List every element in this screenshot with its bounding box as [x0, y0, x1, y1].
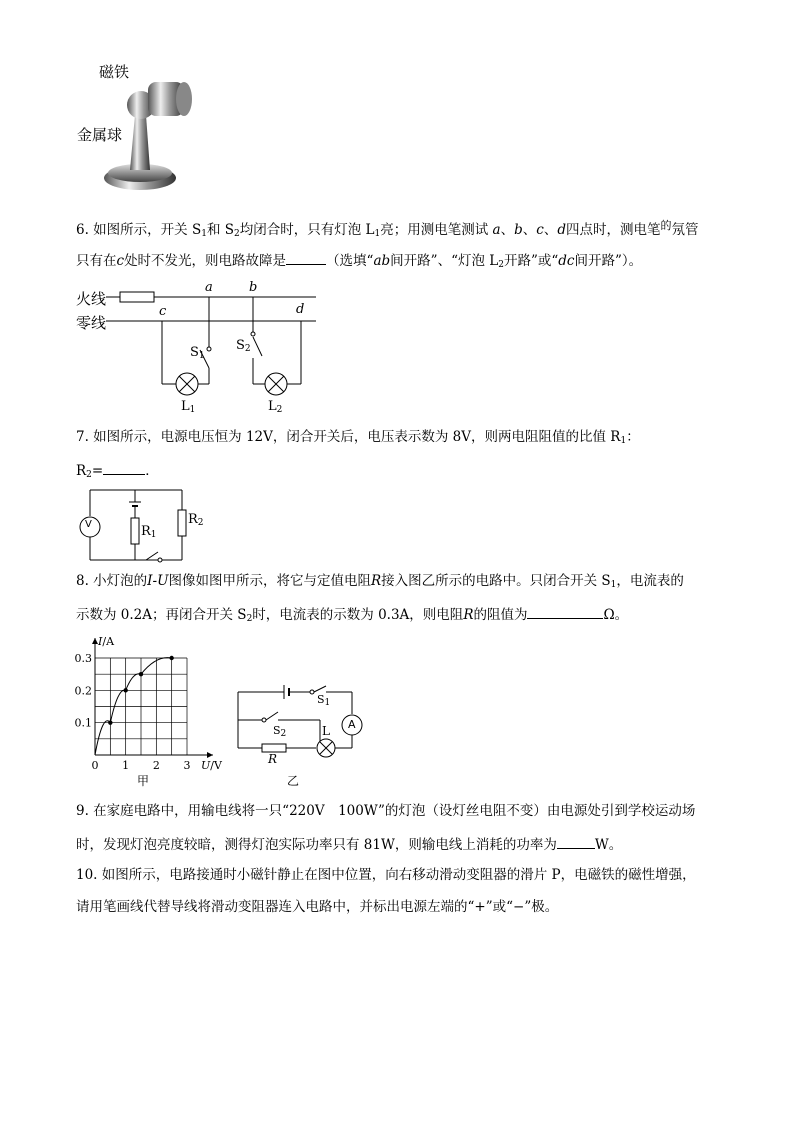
label-ammeter: A: [348, 718, 356, 731]
label-lamp-l: L: [322, 724, 330, 738]
caption-yi: 乙: [287, 774, 300, 788]
q7-line-2: $R_2=$ ．: [76, 460, 159, 485]
q7-answer-blank[interactable]: [103, 460, 145, 475]
label-lamp-l1: $L_1$: [181, 399, 196, 415]
q8-line-2: 示数为 0.2A；再闭合开关 $S_2$时，电流表的示数为 0.3A，则电阻R的阻值为 Ω。: [76, 604, 628, 629]
q9-line-1: 9. 在家庭电路中，用输电线将一只“220V 100W”的灯泡（设灯丝电阻不变）由电源处引到学校运动场: [76, 803, 696, 819]
label-resistor-r: R: [268, 752, 278, 766]
x-tick-label: 2: [152, 759, 160, 772]
data-point: [123, 688, 127, 692]
y-axis-label: I/A: [98, 635, 115, 648]
x-axis-label: U/V: [201, 759, 222, 772]
label-switch-s2: $S_2$: [236, 338, 251, 354]
q10-line-1: 10. 如图所示，电路接通时小磁针静止在图中位置，向右移动滑动变阻器的滑片 P，电磁铁的磁性增强，: [76, 867, 696, 883]
q6-line-2: 只有在c处时不发光，则电路故障是 （选填“ab间开路”、“灯泡 $L_2$开路”或“dc间开路”）。: [76, 250, 642, 275]
q9-answer-blank[interactable]: [557, 834, 595, 849]
data-point: [108, 720, 112, 724]
x-tick-label: 3: [183, 759, 191, 772]
q6-line-1: 6. 如图所示，开关 $S_1$和 $S_2$均闭合时，只有灯泡 $L_1$亮；用测电笔测试 a、b、c、d四点时，测电笔$^的$氖管: [76, 219, 699, 239]
data-point: [169, 656, 173, 660]
q6-answer-blank[interactable]: [286, 250, 326, 265]
label-neutral-wire: 零线: [76, 314, 107, 332]
label-voltmeter: V: [85, 519, 92, 530]
label-point-b: b: [249, 280, 258, 295]
label-q8-s1: $S_1$: [317, 693, 331, 708]
x-tick-label: 1: [122, 759, 130, 772]
q8-line-1: 8. 小灯泡的I-U图像如图甲所示，将它与定值电阻R接入图乙所示的电路中。只闭合开关 $S_1$，电流表的: [76, 573, 684, 590]
label-switch-s1: $S_1$: [190, 345, 205, 361]
label-fire-wire: 火线: [76, 290, 107, 308]
x-tick-label: 0: [91, 759, 99, 772]
q9-line-2: 时，发现灯泡亮度较暗，测得灯泡实际功率只有 81W，则输电线上消耗的功率为 W。: [76, 834, 622, 855]
q10-line-2: 请用笔画线代替导线将滑动变阻器连入电路中，并标出电源左端的“+”或“−”极。: [76, 899, 559, 915]
label-point-a: a: [205, 280, 213, 295]
x-axis-arrow: [207, 752, 213, 758]
data-point: [139, 672, 143, 676]
q6-household-circuit: [76, 280, 336, 420]
q7-line-1: 7. 如图所示，电源电压恒为 12V，闭合开关后，电压表示数为 8V，则两电阻阻值的比值 $R_1$：: [76, 429, 640, 446]
label-q8-s2: $S_2$: [273, 724, 287, 739]
y-tick-label: 0.2: [74, 684, 92, 698]
label-magnet: 磁铁: [99, 63, 130, 81]
iu-graph-chart: [74, 634, 232, 782]
y-tick-label: 0.1: [74, 716, 92, 730]
label-lamp-l2: $L_2$: [268, 399, 283, 415]
q8-answer-blank[interactable]: [527, 604, 603, 619]
label-point-c: c: [159, 304, 167, 319]
label-point-d: d: [296, 302, 305, 317]
y-tick-label: 0.3: [74, 652, 92, 665]
label-metal-ball: 金属球: [77, 126, 123, 144]
label-r1: $R_1$: [141, 524, 157, 540]
caption-jia: 甲: [137, 774, 150, 788]
label-r2: $R_2$: [188, 512, 204, 528]
